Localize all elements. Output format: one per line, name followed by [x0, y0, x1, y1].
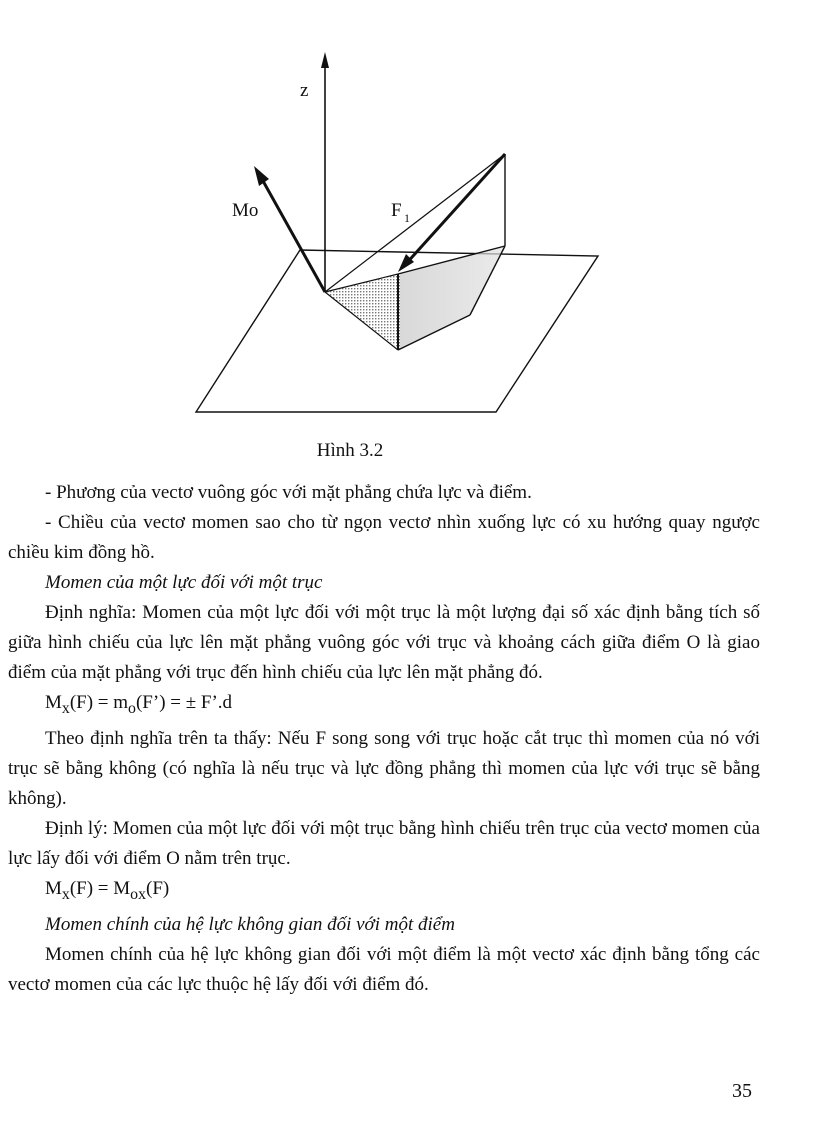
- figure-3-2: [180, 48, 620, 428]
- figure-caption: Hình 3.2: [316, 440, 384, 461]
- mo-vector: [258, 172, 325, 292]
- moment-diagram: [180, 48, 620, 428]
- projection-shade: [325, 274, 400, 350]
- force-label-subscript: 1: [404, 211, 410, 225]
- page-number: 35: [732, 1080, 752, 1102]
- paragraph-direction: - Phương của vectơ vuông góc với mặt phẳng chứa lực và điểm.: [45, 482, 532, 503]
- mo-arrowhead: [254, 166, 269, 186]
- z-label: z: [300, 80, 309, 101]
- paragraph-main-moment: Momen chính của hệ lực không gian đối với một điểm là một vectơ xác định bằng tổng các vectơ momen của các lực thuộc hệ lấy đối với điểm đó.: [8, 943, 760, 995]
- z-axis-arrowhead: [321, 52, 329, 68]
- body-text: [8, 478, 760, 1000]
- paragraph-definition: Định nghĩa: Momen của một lực đối với một trục là một lượng đại số xác định bằng tích số giữa hình chiếu của lực lên mặt phẳng vuông góc với trục và khoảng cách giữa điểm O là giao điểm của mặt phẳng với trục đến hình chiếu của lực lên mặt phẳng đó.: [8, 602, 760, 683]
- paragraph-consequence: Theo định nghĩa trên ta thấy: Nếu F song song với trục hoặc cắt trục thì momen của nó với trục sẽ bằng không (có nghĩa là nếu trục và lực đồng phẳng thì momen của lực với trục sẽ bằng không).: [8, 727, 760, 809]
- force-vector: [404, 154, 505, 266]
- projection-shade-side: [400, 246, 505, 350]
- section-heading-main-moment: Momen chính của hệ lực không gian đối với một điểm: [45, 913, 455, 935]
- force-label: F: [391, 200, 402, 221]
- paragraph-sense: - Chiều của vectơ momen sao cho từ ngọn vectơ nhìn xuống lực có xu hướng quay ngược chiều kim đồng hồ.: [8, 512, 760, 563]
- mo-label: Mo: [232, 200, 259, 221]
- paragraph-theorem: Định lý: Momen của một lực đối với một trục bằng hình chiếu trên trục của vectơ momen của lực lấy đối với điểm O nằm trên trục.: [8, 817, 760, 869]
- equation-1: $M_x(F)$ = $m_o(F’)$ = ± F’.d: [45, 692, 233, 717]
- equation-2: $M_x(F) = M_{ox}(F)$: [45, 877, 170, 903]
- section-heading-axis-moment: Momen của một lực đối với một trục: [45, 572, 323, 593]
